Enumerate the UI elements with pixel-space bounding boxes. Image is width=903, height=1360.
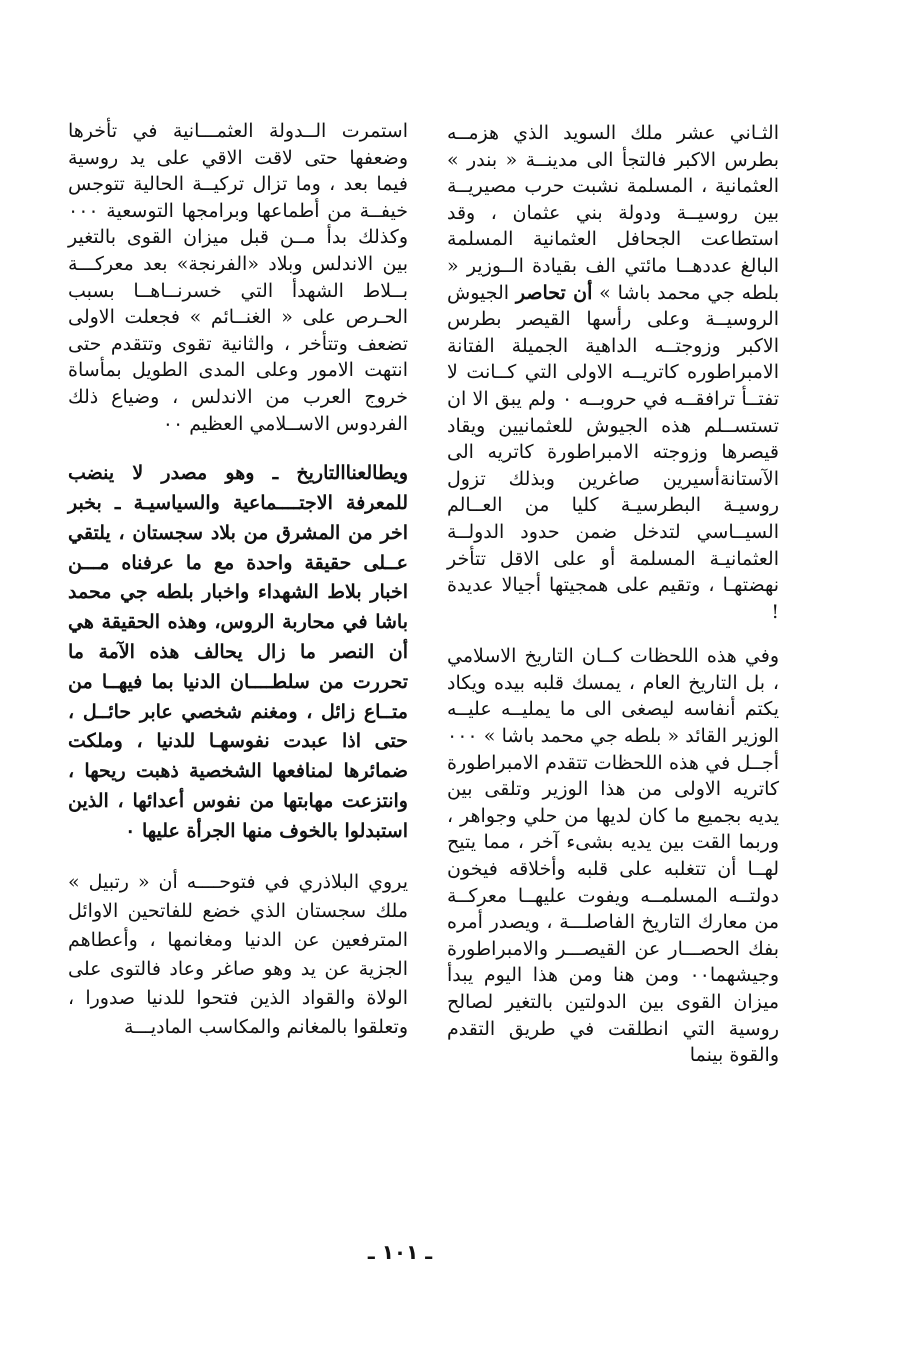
paragraph-highlighted-lesson: ويطالعناالتاريخ ـ وهو مصدر لا ينضب للمعرفة الاجتــــماعية والسياسيـة ـ بخبر اخر من المشرق من بلاد سجستان ، يلتقي عــلى حقيقة واحدة مع ما عرفناه مـــن اخبار بلاط الشهداء واخبار بلطه جي محمد باشا في محاربة الروس، وهذه الحقيقة هي أن النصر ما زال يحالف هذه الآمة ما تحررت من سلطــــان الدنيا بما فيهــا من متــاع زائل ، ومغنم شخصي عابر حائــل ، حتى اذا عبدت نفوسهـا للدنيا ، وملكت ضمائرها لمنافعها الشخصية ذهبت ريحها ، وانتزعت مهابتها من نفوس أعدائها ، الذين استبدلوا بالخوف منها الجرأة عليها ٠ [68,462,408,842]
left-column [68,118,408,1042]
page-number: ـ ١٠١ ـ [367,1240,433,1264]
paragraph-ottoman-decline: استمرت الــدولة العثمـــانية في تأخرها وضعفها حتى لاقت الاقي على يد روسية فيما بعد ، وما تزال تركيــة الحالية تتوجس خيفــة من أطماعها وبرامجها التوسعية ٠٠٠ وكذلك بدأ مــن قبل ميزان القوى بالتغير بين الاندلس وبلاد «الفرنجة» بعد معركـــة بــلاط الشهدأ التي خسرنــاهــا بسبب الحـرص على « الغنــائم » فجعلت الاولى تضعف وتتأخر ، والثانية تقوى وتتقدم حتى انتهت الامور وعلى المدى الطويل بمأساة خروج العرب من الاندلس ، وضياع ذلك الفردوس الاســلامي العظيم ٠٠ [68,120,408,435]
text-run: الجيوش الروسيــة وعلى رأسها القيصر بطرس الاكبر وزوجتــه الداهية الجميلة الفتانة الامبراطوره كاتريــه الاولى التي كــانت لا تفتــأ ترافقــه في حروبــه ٠ ولم يبق الا ان تستســلم هذه الجيوش للعثمانيين ويقاد قيصرها وزوجته الامبراطورة كاتريه الى الآستانةأسيرين صاغرين وبذلك تزول روسيـة البطرسيـة كليا من العــالم السيــاسي لتدخل ضمن حدود الدولــة العثمانيـة المسلمة أو على الاقل تتأخر نهضتهـا ، وتقيم على همجيتها أجيالا عديدة ! [447,281,779,623]
text-run: الثـاني عشر ملك السويد الذي هزمــه بطرس الاكبر فالتجأ الى مدينــة « بندر » العثمانية ، المسلمة نشبت حرب مصيريــة بين روسيــة ودولة بني عثمان ، وقد استطاعت الجحافل العثمانية المسلمة البالغ عددهــا مائتي الف بقيادة الــوزير « بلطه جي محمد باشا » [447,122,779,304]
paragraph-siege [447,120,779,625]
right-column [447,120,779,1069]
emphasis-text: أن تحاصر [515,281,593,304]
paragraph-baladhuri: يروي البلاذري في فتوحــــه أن « رتبيل » ملك سجستان الذي خضع للفاتحين الاوائل المترفعين عن الدنيا ومغانمها ، وأعطاهم الجزية عن يد وهو صاغر وعاد فالتوى على الولاة والقواد الذين فتحوا للدنيا صدورا ، وتعلقوا بالمغانم والمكاسب الماديـــة [68,871,408,1039]
paragraph-history-moment: وفي هذه اللحظات كــان التاريخ الاسلامي ، بل التاريخ العام ، يمسك قلبه بيده ويكاد يكتم أنفاسه ليصغى الى ما يمليــه عليــه الوزير القائد « بلطه جي محمد باشا » ٠٠٠ أجــل في هذه اللحظات تتقدم الامبراطورة كاتريه الاولى من هذا الوزير وتلقى بين يديه بجميع ما كان لديها من حلي وجواهر ، وربما القت بين يديه بشىء آخر ، مما يتيح لهــا أن تتغلبه على قلبه وأخلاقه فيخون دولتــه المسلمــه ويفوت عليهــا معركــة من معارك التاريخ الفاصلـــة ، ويصدر أمره بفك الحصـــار عن القيصـــر والامبراطورة وجيشهما٠٠ ومن هنا ومن هذا اليوم يبدأ ميزان القوى بين الدولتين بالتغير لصالح روسية التي انطلقت في طريق التقدم والقوة بينما [447,645,779,1067]
